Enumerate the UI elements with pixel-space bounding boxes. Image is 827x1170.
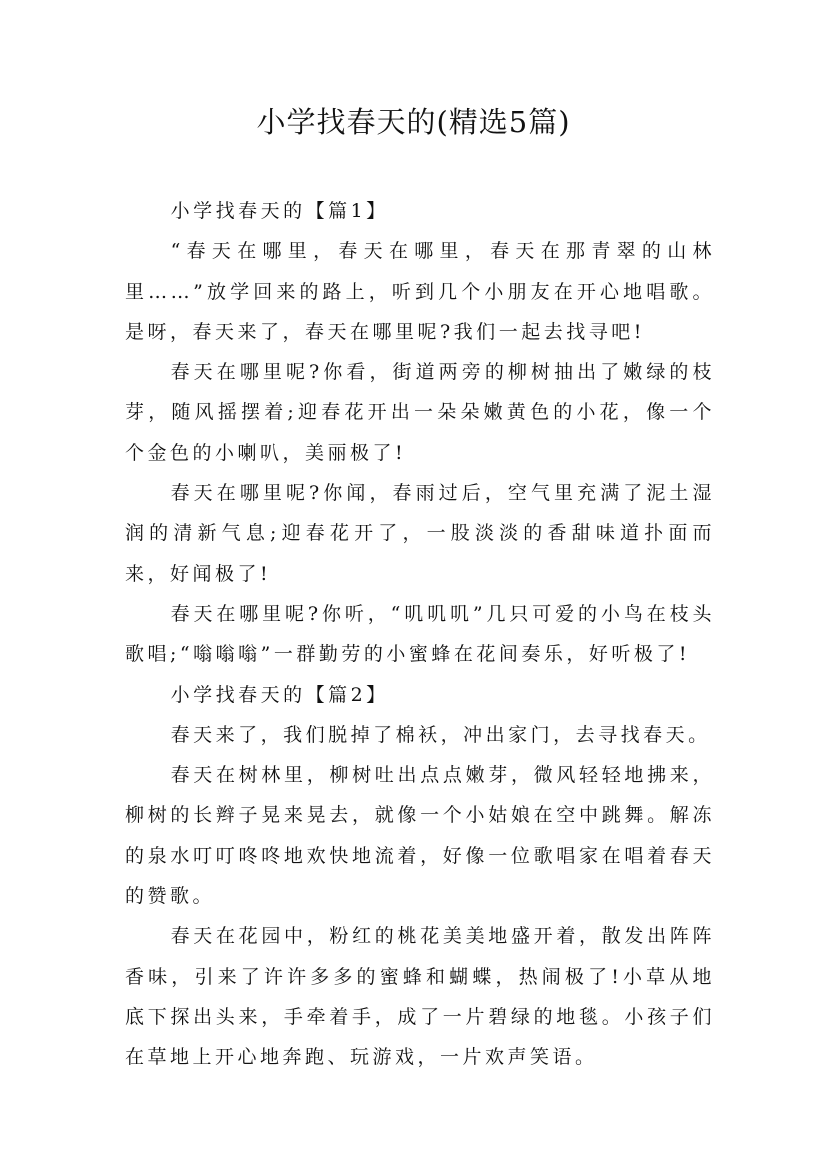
paragraph: “春天在哪里，春天在哪里，春天在那青翠的山林里……”放学回来的路上，听到几个小朋友在开心地唱歌。是呀，春天来了，春天在哪里呢?我们一起去找寻吧! bbox=[125, 240, 715, 343]
paragraph: 春天在哪里呢?你闻，春雨过后，空气里充满了泥土湿润的清新气息;迎春花开了，一股淡淡的香甜味道扑面而来，好闻极了! bbox=[125, 482, 715, 585]
section-heading: 小学找春天的【篇2】 bbox=[170, 683, 389, 706]
document-body bbox=[125, 191, 715, 1078]
section-heading: 小学找春天的【篇1】 bbox=[170, 200, 389, 222]
document-title: 小学找春天的(精选5篇) bbox=[256, 105, 571, 139]
paragraph: 春天在树林里，柳树吐出点点嫩芽，微风轻轻地拂来，柳树的长辫子晃来晃去，就像一个小姑娘在空中跳舞。解冻的泉水叮叮咚咚地欢快地流着，好像一位歌唱家在唱着春天的赞歌。 bbox=[125, 764, 715, 908]
paragraph: 春天在花园中，粉红的桃花美美地盛开着，散发出阵阵香味，引来了许许多多的蜜蜂和蝴蝶，热闹极了!小草从地底下探出头来，手牵着手，成了一片碧绿的地毯。小孩子们在草地上开心地奔跑、玩游戏，一片欢声笑语。 bbox=[125, 925, 715, 1069]
paragraph: 春天在哪里呢?你看，街道两旁的柳树抽出了嫩绿的枝芽，随风摇摆着;迎春花开出一朵朵嫩黄色的小花，像一个个金色的小喇叭，美丽极了! bbox=[125, 361, 715, 464]
paragraph: 春天来了，我们脱掉了棉袄，冲出家门，去寻找春天。 bbox=[170, 723, 711, 746]
paragraph: 春天在哪里呢?你听，“叽叽叽”几只可爱的小鸟在枝头歌唱;“嗡嗡嗡”一群勤劳的小蜜蜂在花间奏乐，好听极了! bbox=[125, 602, 715, 666]
